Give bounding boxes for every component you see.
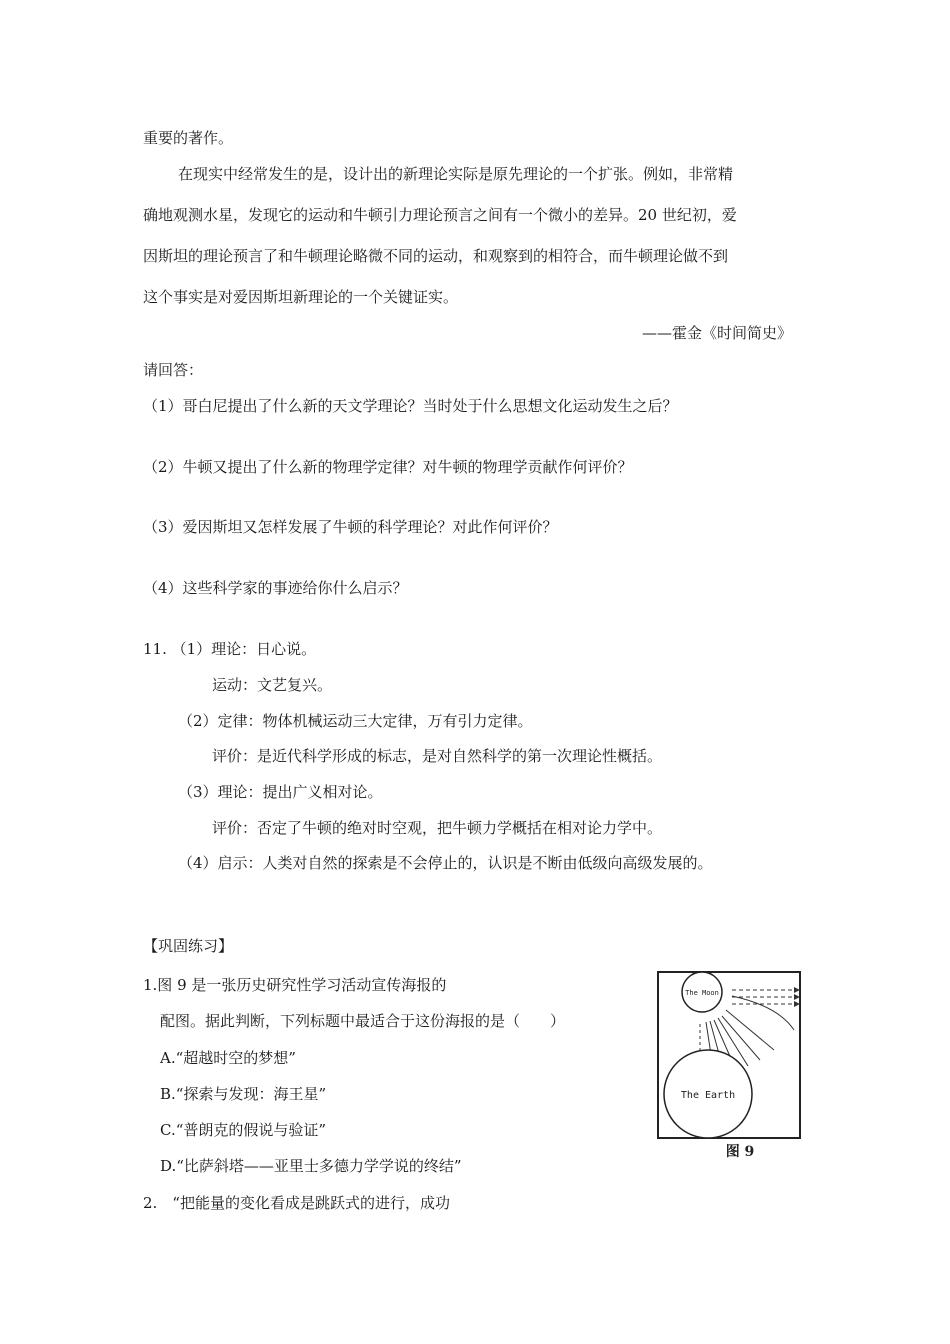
passage-line-2: 在现实中经常发生的是，设计出的新理论实际是原先理论的一个扩张。例如，非常精 — [178, 165, 734, 183]
practice-q1-line-2: 配图。据此判断，下列标题中最适合于这份海报的是（ ） — [160, 1012, 566, 1030]
answer-1-theory: 11. （1）理论：日心说。 — [143, 640, 317, 658]
option-b: B.“探索与发现：海王星” — [160, 1085, 327, 1103]
answer-2-law: （2）定律：物体机械运动三大定律，万有引力定律。 — [178, 712, 533, 730]
passage-line-4: 因斯坦的理论预言了和牛顿理论略微不同的运动，和观察到的相符合，而牛顿理论做不到 — [143, 247, 729, 265]
earth-label: The Earth — [680, 1090, 736, 1101]
answer-2-evaluation: 评价：是近代科学形成的标志，是对自然科学的第一次理论性概括。 — [212, 747, 663, 765]
passage-line-1: 重要的著作。 — [143, 129, 234, 147]
moon-label: The Moon — [685, 989, 719, 997]
question-1: （1）哥白尼提出了什么新的天文学理论？当时处于什么思想文化运动发生之后？ — [143, 397, 678, 415]
option-a: A.“超越时空的梦想” — [160, 1049, 296, 1067]
questions-prompt: 请回答： — [143, 361, 204, 379]
question-3: （3）爱因斯坦又怎样发展了牛顿的科学理论？对此作何评价？ — [143, 518, 558, 536]
option-c: C.“普朗克的假说与验证” — [160, 1121, 327, 1139]
answer-3-theory: （3）理论：提出广义相对论。 — [178, 783, 383, 801]
passage-line-5: 这个事实是对爱因斯坦新理论的一个关键证实。 — [143, 288, 459, 306]
figure-9 — [656, 970, 804, 1162]
practice-header: 【巩固练习】 — [143, 937, 234, 955]
answer-4-inspiration: （4）启示：人类对自然的探索是不会停止的，认识是不断由低级向高级发展的。 — [178, 854, 713, 872]
passage-line-3: 确地观测水星，发现它的运动和牛顿引力理论预言之间有一个微小的差异。20 世纪初，爱 — [143, 206, 737, 224]
option-d: D.“比萨斜塔——亚里士多德力学学说的终结” — [160, 1157, 462, 1175]
practice-q2-line-1: 2. “把能量的变化看成是跳跃式的进行，成功 — [143, 1194, 450, 1212]
question-2: （2）牛顿又提出了什么新的物理学定律？对牛顿的物理学贡献作何评价？ — [143, 458, 633, 476]
answer-3-evaluation: 评价：否定了牛顿的绝对时空观，把牛顿力学概括在相对论力学中。 — [212, 819, 663, 837]
figure-caption: 图 9 — [725, 1144, 755, 1160]
question-4: （4）这些科学家的事迹给你什么启示？ — [143, 579, 408, 597]
passage-source: ——霍金《时间简史》 — [642, 324, 793, 342]
answer-1-movement: 运动：文艺复兴。 — [212, 676, 333, 694]
practice-q1-line-1: 1.图 9 是一张历史研究性学习活动宣传海报的 — [143, 976, 447, 994]
